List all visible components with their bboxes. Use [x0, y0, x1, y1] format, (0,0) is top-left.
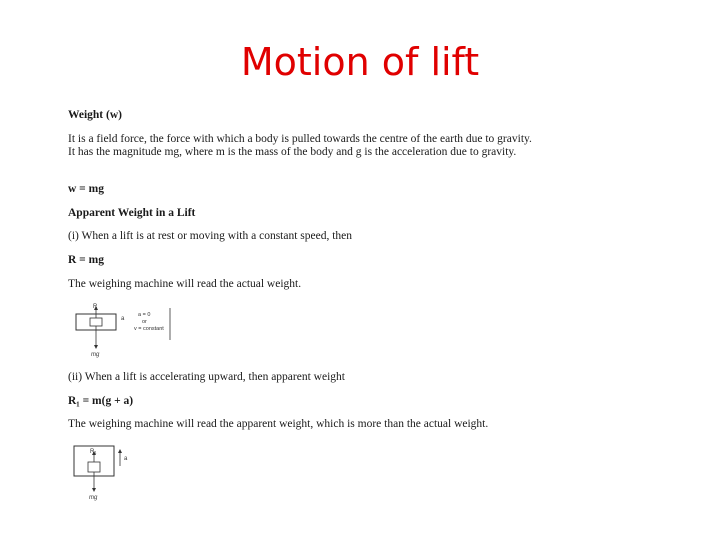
lift-accelerating-up-figure: [66, 442, 146, 502]
figure1-label-r: R: [93, 304, 98, 310]
figure2-label-a: a: [124, 456, 128, 462]
slide-title: Motion of lift: [240, 40, 480, 84]
apparent-weight-heading: Apparent Weight in a Lift: [68, 207, 196, 219]
case2-statement: (ii) When a lift is accelerating upward, then apparent weight: [68, 371, 345, 383]
figure1-label-mg: mg: [91, 352, 100, 358]
case2-formula: R₁ = m(g + a): [68, 395, 134, 407]
figure1-cond-a-zero: a = 0: [138, 312, 151, 318]
case2-note: The weighing machine will read the apparent weight, which is more than the actual weight.: [68, 418, 489, 430]
figure1-cond-v-const: v = constant: [134, 326, 164, 332]
lift-at-rest-figure: [66, 300, 181, 360]
gravity-force-arrowhead: [94, 345, 98, 349]
acceleration-arrowhead: [118, 449, 122, 453]
figure1-label-a: a: [121, 316, 125, 322]
case1-statement: (i) When a lift is at rest or moving with a constant speed, then: [68, 230, 353, 242]
gravity-force-arrowhead: [92, 488, 96, 492]
mass-block: [88, 462, 100, 472]
weight-heading: Weight (w): [68, 109, 122, 121]
figure2-label-mg: mg: [89, 495, 98, 501]
weight-paragraph: It is a field force, the force with which a body is pulled towards the centre of the earth due to gravity. It has the magnitude mg, where m is the mass of the body and g is the acceleration due to gravity.: [68, 133, 532, 158]
figure2-label-r1: R₁: [90, 449, 97, 455]
weight-formula: w = mg: [68, 183, 104, 195]
case1-note: The weighing machine will read the actual weight.: [68, 278, 302, 290]
mass-block: [90, 318, 102, 326]
case1-formula: R = mg: [68, 254, 104, 266]
figure1-cond-or: or: [142, 319, 147, 325]
